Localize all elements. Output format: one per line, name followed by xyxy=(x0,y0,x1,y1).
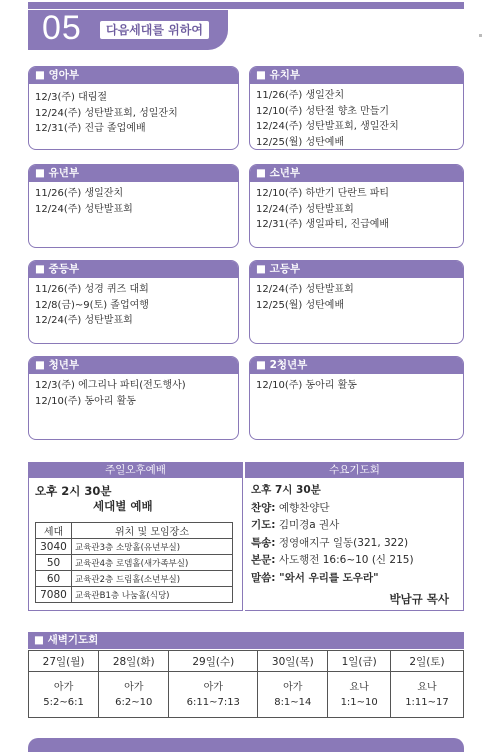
wednesday-time: 오후 7시 30분 xyxy=(251,484,321,496)
dawn-cell xyxy=(328,672,391,718)
dept-yunyeon xyxy=(28,164,239,248)
dept-line: 12/24(주) 성탄발표회 xyxy=(256,203,354,215)
dawn-day: 30일(목) xyxy=(258,651,328,672)
dept-godeung xyxy=(249,260,464,344)
dawn-table xyxy=(28,650,464,718)
dawn-verse: 6:2~10 xyxy=(115,696,153,708)
dept-title: ■ 영아부 xyxy=(29,67,238,84)
wed-sermon-title: "와서 우리를 도우라" xyxy=(275,571,379,584)
dept-line: 12/25(월) 성탄예배 xyxy=(256,136,345,148)
dawn-header: ■ 새벽기도회 xyxy=(28,632,464,649)
dawn-verse: 5:2~6:1 xyxy=(43,696,84,708)
dawn-verse: 1:11~17 xyxy=(405,696,449,708)
dept-title: ■ 고등부 xyxy=(250,261,463,278)
section-tab xyxy=(28,10,228,50)
wed-label: 찬양: xyxy=(251,501,276,514)
wed-label: 본문: xyxy=(251,554,276,566)
dept-title: ■ 유치부 xyxy=(250,67,463,84)
dawn-day: 28일(화) xyxy=(99,651,169,672)
wed-item xyxy=(251,517,414,535)
wed-item xyxy=(251,570,414,588)
dawn-book: 아가 xyxy=(283,681,303,693)
dept-line: 12/10(주) 성탄절 향초 만들기 xyxy=(256,105,390,117)
sunday-time: 오후 2시 30분 xyxy=(35,484,112,498)
section-number: 05 xyxy=(42,9,82,47)
dept-line: 11/26(주) 생일잔치 xyxy=(256,90,345,101)
dawn-verse: 8:1~14 xyxy=(274,696,312,708)
venue-col-gen: 세대 xyxy=(36,523,72,539)
dept-cheongnyeon xyxy=(28,356,239,440)
section-title: 다음세대를 위하여 xyxy=(100,21,209,39)
dept-sonyeon xyxy=(249,164,464,248)
wed-item xyxy=(251,500,414,518)
dept-line: 11/26(주) 성경 퀴즈 대회 xyxy=(35,284,149,295)
wed-value: 사도행전 16:6~10 (신 215) xyxy=(275,554,414,566)
dawn-book: 아가 xyxy=(53,681,74,693)
dawn-day: 29일(수) xyxy=(169,651,258,672)
wed-value: 예향찬양단 xyxy=(275,501,330,514)
wed-item xyxy=(251,552,414,570)
venue-place: 교육관3층 소망홀(유년부실) xyxy=(72,539,233,555)
dawn-book: 아가 xyxy=(203,681,223,693)
venue-place: 교육관B1층 나눔홀(식당) xyxy=(72,587,233,603)
dept-line: 12/24(주) 성탄발표회, 성일잔치 xyxy=(35,107,178,119)
dept-line: 12/10(주) 동아리 활동 xyxy=(35,395,136,407)
dawn-cell xyxy=(390,672,463,718)
venue-gen: 7080 xyxy=(36,587,72,603)
dept-cheongnyeon2 xyxy=(249,356,464,440)
dawn-day: 27일(월) xyxy=(29,651,99,672)
dept-line: 12/3(주) 대림절 xyxy=(35,92,108,103)
wednesday-header: 수요기도회 xyxy=(245,462,464,478)
dawn-book: 아가 xyxy=(124,681,144,693)
dawn-cell xyxy=(258,672,328,718)
venue-gen: 60 xyxy=(36,571,72,587)
section-header xyxy=(28,10,464,50)
dept-title: ■ 유년부 xyxy=(29,165,238,182)
wednesday-preacher: 박남규 목사 xyxy=(389,592,449,606)
dawn-book: 요나 xyxy=(349,681,369,693)
dawn-cell xyxy=(169,672,258,718)
dept-line: 11/26(주) 생일잔치 xyxy=(35,188,124,199)
sunday-panel xyxy=(28,478,243,611)
venue-place: 교육관4층 로뎀홀(새가족부실) xyxy=(72,555,233,571)
venue-gen: 50 xyxy=(36,555,72,571)
dawn-day: 2일(토) xyxy=(390,651,463,672)
dept-line: 12/24(주) 성탄발표회 xyxy=(35,315,133,326)
dept-line: 12/24(주) 성탄발표회 xyxy=(35,203,133,215)
table-row xyxy=(29,672,464,718)
table-row xyxy=(29,651,464,672)
dawn-cell xyxy=(29,672,99,718)
dept-title: ■ 2청년부 xyxy=(250,357,463,374)
dept-title: ■ 중등부 xyxy=(29,261,238,278)
venue-place: 교육관2층 드림홀(소년부실) xyxy=(72,571,233,587)
dept-title: ■ 청년부 xyxy=(29,357,238,374)
wed-label: 말씀: xyxy=(251,571,276,584)
dawn-day: 1일(금) xyxy=(328,651,391,672)
dawn-verse: 1:1~10 xyxy=(340,696,378,708)
sunday-subtitle: 세대별 예배 xyxy=(93,499,153,513)
dept-line: 12/24(주) 성탄발표회, 생일잔치 xyxy=(256,121,399,132)
venue-table xyxy=(35,522,233,603)
wed-value: 정영애지구 일동(321, 322) xyxy=(275,536,409,549)
wed-label: 기도: xyxy=(251,519,276,531)
venue-col-place: 위치 및 모임장소 xyxy=(72,523,233,539)
dept-title: ■ 소년부 xyxy=(250,165,463,182)
dawn-book: 요나 xyxy=(417,681,437,693)
dept-line: 12/8(금)~9(토) 졸업여행 xyxy=(35,299,149,311)
table-row xyxy=(36,555,233,571)
dept-youngah xyxy=(28,66,239,150)
venue-gen: 3040 xyxy=(36,539,72,555)
page-mark xyxy=(479,34,482,37)
dept-jungdeung xyxy=(28,260,239,344)
wednesday-panel xyxy=(245,478,464,611)
dept-yuchi xyxy=(249,66,464,150)
table-row xyxy=(36,587,233,603)
dept-line: 12/10(주) 하반기 단란트 파티 xyxy=(256,188,390,199)
dept-line: 12/10(주) 동아리 활동 xyxy=(256,380,357,391)
dept-line: 12/3(주) 에그리나 파티(전도행사) xyxy=(35,380,186,391)
dept-line: 12/24(주) 성탄발표회 xyxy=(256,284,354,295)
wed-item xyxy=(251,535,414,553)
dawn-cell xyxy=(99,672,169,718)
dept-line: 12/31(주) 생일파티, 진급예배 xyxy=(256,219,390,230)
wed-value: 김미경a 권사 xyxy=(275,519,340,531)
table-row xyxy=(36,539,233,555)
bottom-bar xyxy=(28,738,464,752)
dawn-verse: 6:11~7:13 xyxy=(186,696,240,708)
wed-label: 특송: xyxy=(251,536,276,549)
table-row xyxy=(36,571,233,587)
dept-line: 12/31(주) 진급 졸업예배 xyxy=(35,123,146,134)
dept-line: 12/25(월) 성탄예배 xyxy=(256,299,345,311)
sunday-header: 주일오후예배 xyxy=(28,462,243,478)
top-rule xyxy=(28,2,464,9)
